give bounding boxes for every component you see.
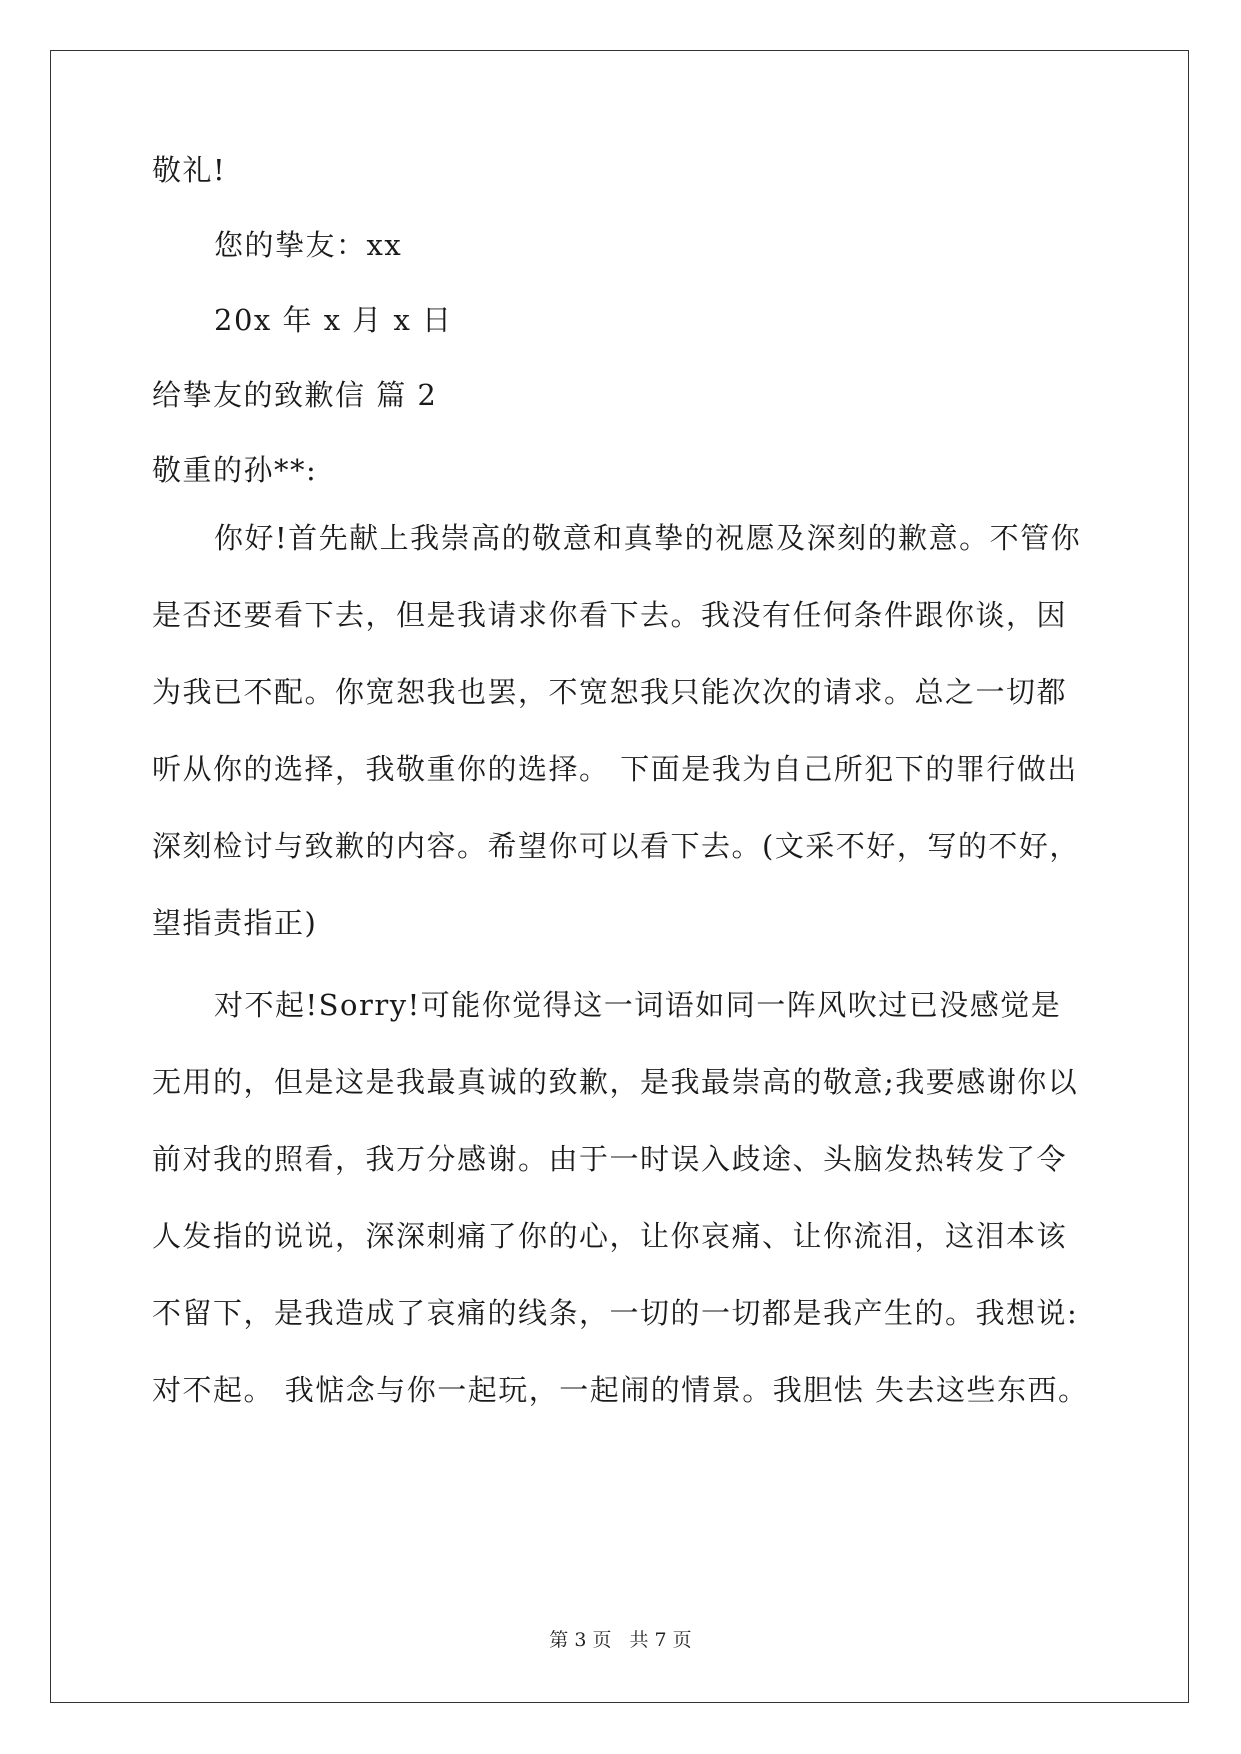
letter-date: 20x 年 x 月 x 日 xyxy=(214,303,453,337)
page-footer xyxy=(0,1625,1241,1652)
paragraph2-line: 对不起!Sorry!可能你觉得这一词语如同一阵风吹过已没感觉是 xyxy=(214,988,1062,1022)
paragraph1-line: 深刻检讨与致歉的内容。希望你可以看下去。(文采不好，写的不好， xyxy=(152,829,1080,863)
paragraph2-line: 无用的，但是这是我最真诚的致歉，是我最崇高的敬意;我要感谢你以 xyxy=(152,1065,1079,1099)
paragraph2-line: 前对我的照看，我万分感谢。由于一时误入歧途、头脑发热转发了令 xyxy=(152,1142,1068,1176)
section-title: 给挚友的致歉信 篇 2 xyxy=(152,378,438,412)
greeting: 敬重的孙**: xyxy=(152,453,318,487)
page-border xyxy=(50,50,1189,1703)
paragraph1-line: 是否还要看下去，但是我请求你看下去。我没有任何条件跟你谈，因 xyxy=(152,598,1068,632)
signature: 您的挚友：xx xyxy=(214,228,403,262)
paragraph1-line: 听从你的选择，我敬重你的选择。 下面是我为自己所犯下的罪行做出 xyxy=(152,752,1078,786)
page-number: 第 3 页 xyxy=(549,1629,612,1651)
paragraph1-line: 你好!首先献上我崇高的敬意和真挚的祝愿及深刻的歉意。不管你 xyxy=(214,521,1082,555)
paragraph1-line: 为我已不配。你宽恕我也罢，不宽恕我只能次次的请求。总之一切都 xyxy=(152,675,1068,709)
paragraph1-line: 望指责指正) xyxy=(152,906,318,940)
paragraph2-line: 对不起。 我惦念与你一起玩，一起闹的情景。我胆怯 失去这些东西。 xyxy=(152,1373,1089,1407)
page-total: 共 7 页 xyxy=(629,1629,692,1651)
closing-salute: 敬礼! xyxy=(152,153,227,187)
paragraph2-line: 不留下，是我造成了哀痛的线条，一切的一切都是我产生的。我想说: xyxy=(152,1296,1079,1330)
paragraph2-line: 人发指的说说，深深刺痛了你的心，让你哀痛、让你流泪，这泪本该 xyxy=(152,1219,1068,1253)
